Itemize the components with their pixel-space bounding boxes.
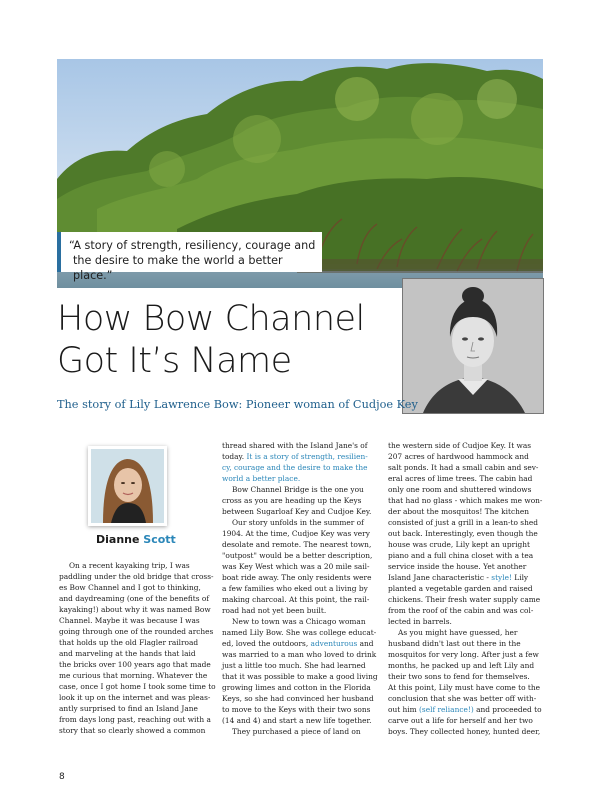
- body-line: Channel. Maybe it was because I was: [59, 616, 200, 625]
- page-number: 8: [59, 772, 65, 782]
- vintage-portrait-image: [403, 279, 543, 413]
- body-text: and proceeded to: [476, 705, 542, 714]
- body-line: only one room and shuttered windows: [388, 485, 532, 494]
- author-portrait-image: [91, 449, 164, 523]
- body-line: husband didn't last out there in the: [388, 639, 521, 648]
- body-line: that holds up the old Flagler railroad: [59, 638, 199, 647]
- author-photo: [88, 446, 167, 526]
- highlight-text: (self reliance!): [419, 705, 474, 714]
- body-line: es Bow Channel and I got to thinking,: [59, 583, 201, 592]
- body-line: from days long past, reaching out with a: [59, 715, 211, 724]
- body-line: kayaking!) about why it was named Bow: [59, 605, 211, 614]
- body-text: Island Jane characteristic -: [388, 573, 489, 582]
- body-line: boys. They collected honey, hunted deer,: [388, 727, 541, 736]
- body-line: service inside the house. Yet another: [388, 562, 527, 571]
- portrait-lily-bow: [402, 278, 544, 414]
- body-line: As you might have guessed, her: [398, 628, 518, 637]
- body-text: today.: [222, 452, 245, 461]
- body-line: house was crude, Lily kept an upright: [388, 540, 531, 549]
- highlight-text: adventurous: [310, 639, 358, 648]
- body-line: was Key West which was a 20 mile sail-: [222, 562, 370, 571]
- body-line: and daydreaming (one of the benefits of: [59, 594, 210, 603]
- body-line: eral acres of lime trees. The cabin had: [388, 474, 533, 483]
- body-text: Lily: [514, 573, 529, 582]
- pull-quote-line: the desire to make the world a better place.”: [73, 254, 283, 282]
- body-line: At this point, Lily must have come to the: [388, 683, 541, 692]
- body-text: ed, loved the outdoors,: [222, 639, 309, 648]
- body-line: the bricks over 100 years ago that made: [59, 660, 211, 669]
- body-line: road had not yet been built.: [222, 606, 327, 615]
- body-column-1: [59, 560, 216, 736]
- body-line: thread shared with the Island Jane's of: [222, 441, 368, 450]
- body-line: 207 acres of hardwood hammock and: [388, 452, 529, 461]
- body-line: to move to the Keys with their two sons: [222, 705, 371, 714]
- body-line: Bow Channel Bridge is the one you: [232, 485, 364, 494]
- body-line: (14 and 4) and start a new life together.: [222, 716, 372, 725]
- body-line: "outpost" would be a better description,: [222, 551, 373, 560]
- body-line: [388, 572, 544, 583]
- body-line: story that so clearly showed a common: [59, 726, 206, 735]
- body-line: mosquitos for very long. After just a few: [388, 650, 539, 659]
- body-line: Keys, so she had convinced her husband: [222, 694, 374, 703]
- body-line: They purchased a piece of land on: [232, 727, 361, 736]
- body-column-3: [388, 440, 544, 737]
- body-line: from the roof of the cabin and was col-: [388, 606, 534, 615]
- body-line: piano and a full china closet with a tea: [388, 551, 534, 560]
- body-column-2: [222, 440, 378, 737]
- body-line: and marveling at the hands that laid: [59, 649, 196, 658]
- body-line: look it up on the internet and was pleas-: [59, 693, 211, 702]
- article-title-line: Got It’s Name: [57, 341, 292, 381]
- body-line: conclusion that she was better off with-: [388, 694, 537, 703]
- body-line: between Sugarloaf Key and Cudjoe Key.: [222, 507, 372, 516]
- body-text: and: [359, 639, 374, 648]
- body-line: growing limes and cotton in the Florida: [222, 683, 371, 692]
- body-line: a few families who eked out a living by: [222, 584, 368, 593]
- body-line: just a little too much. She had learned: [222, 661, 366, 670]
- highlight-line: cy, courage and the desire to make the: [222, 463, 368, 472]
- body-line: months, he packed up and left Lily and: [388, 661, 535, 670]
- body-line: salt ponds. It had a small cabin and sev-: [388, 463, 539, 472]
- body-line: that had no glass - which makes me won-: [388, 496, 543, 505]
- body-line: consisted of just a grill in a lean-to shed: [388, 518, 538, 527]
- body-line: boat ride away. The only residents were: [222, 573, 372, 582]
- body-line: going through one of the rounded arches: [59, 627, 214, 636]
- article-title-line: How Bow Channel: [57, 299, 365, 339]
- body-line: the western side of Cudjoe Key. It was: [388, 441, 532, 450]
- highlight-text: style!: [491, 573, 512, 582]
- body-line: making charcoal. At this point, the rail-: [222, 595, 370, 604]
- body-line: their two sons to fend for themselves.: [388, 672, 530, 681]
- body-line: carve out a life for herself and her two: [388, 716, 533, 725]
- body-line: [388, 704, 544, 715]
- body-line: On a recent kayaking trip, I was: [69, 561, 190, 570]
- body-line: me curious that morning. Whatever the: [59, 671, 208, 680]
- body-line: der about the mosquitos! The kitchen: [388, 507, 529, 516]
- article-subtitle: The story of Lily Lawrence Bow: Pioneer woman of Cudjoe Key: [57, 398, 418, 411]
- body-line: paddling under the old bridge that cross-: [59, 572, 214, 581]
- body-line: that it was possible to make a good living: [222, 672, 378, 681]
- body-line: 1904. At the time, Cudjoe Key was very: [222, 529, 370, 538]
- body-line: [222, 638, 378, 649]
- body-line: was married to a man who loved to drink: [222, 650, 377, 659]
- body-text: out him: [388, 705, 417, 714]
- pull-quote-line: “A story of strength, resiliency, courage and: [69, 239, 316, 252]
- highlight-line: world a better place.: [222, 474, 301, 483]
- body-line: [222, 451, 378, 462]
- author-name: [96, 533, 176, 546]
- highlight-text: It is a story of strength, resilien-: [246, 452, 368, 461]
- body-line: Our story unfolds in the summer of: [232, 518, 364, 527]
- body-line: New to town was a Chicago woman: [232, 617, 366, 626]
- body-line: antly surprised to find an Island Jane: [59, 704, 198, 713]
- author-last-name: Scott: [143, 533, 176, 546]
- body-line: named Lily Bow. She was college educat-: [222, 628, 377, 637]
- body-line: planted a vegetable garden and raised: [388, 584, 533, 593]
- body-line: desolate and remote. The nearest town,: [222, 540, 372, 549]
- author-first-name: Dianne: [96, 533, 140, 546]
- body-line: case, once I got home I took some time to: [59, 682, 216, 691]
- article-title: [57, 298, 397, 382]
- body-line: out back. Interestingly, even though the: [388, 529, 538, 538]
- body-line: lected in barrels.: [388, 617, 452, 626]
- body-line: cross as you are heading up the Keys: [222, 496, 362, 505]
- body-line: chickens. Their fresh water supply came: [388, 595, 541, 604]
- pull-quote: [57, 232, 322, 282]
